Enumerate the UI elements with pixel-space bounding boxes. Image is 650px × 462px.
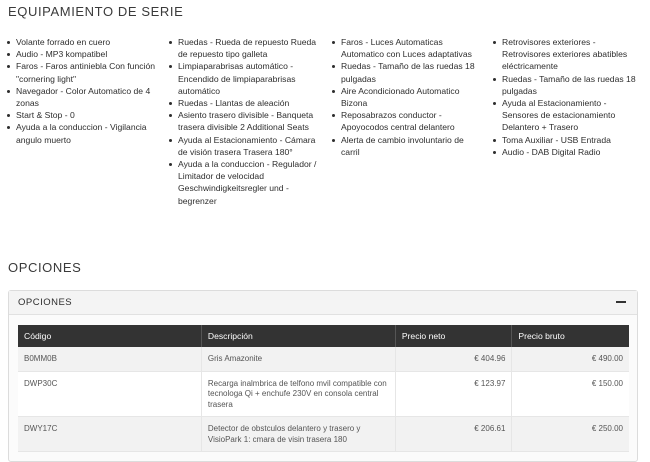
equipment-item: Asiento trasero divisible - Banqueta trasera divisible 2 Additional Seats <box>167 109 317 133</box>
equipment-column-1 <box>5 36 155 146</box>
equipment-item: Toma Auxiliar - USB Entrada <box>491 134 641 146</box>
option-code: DWP30C <box>18 371 201 417</box>
equipment-item: Faros - Luces Automaticas Automatico con Luces adaptativas <box>330 36 480 60</box>
option-code: B0MM0B <box>18 347 201 371</box>
table-row <box>18 417 629 452</box>
option-gross-price: € 250.00 <box>512 417 629 452</box>
equipment-item: Ayuda a la conduccion - Regulador / Limitador de velocidad Geschwindigkeitsregler und -begrenzer <box>167 158 317 207</box>
table-row <box>18 347 629 371</box>
equipment-item: Faros - Faros antiniebla Con función "cornering light" <box>5 60 155 84</box>
equipment-item: Ayuda al Estacionamiento - Sensores de estacionamiento Delantero + Trasero <box>491 97 641 134</box>
standard-equipment-title: EQUIPAMIENTO DE SERIE <box>8 4 184 19</box>
options-section-title: OPCIONES <box>8 260 82 275</box>
equipment-item: Retrovisores exteriores - Retrovisores exteriores abatibles eléctricamente <box>491 36 641 73</box>
options-table <box>18 325 629 452</box>
option-code: DWY17C <box>18 417 201 452</box>
equipment-column-4 <box>491 36 641 158</box>
equipment-item: Limpiaparabrisas automático - Encendido de limpiaparabrisas automático <box>167 60 317 97</box>
equipment-item: Ayuda a la conduccion - Vigilancia angulo muerto <box>5 121 155 145</box>
column-header-net-price: Precio neto <box>395 325 512 347</box>
equipment-item: Start & Stop - 0 <box>5 109 155 121</box>
equipment-item: Ruedas - Rueda de repuesto Rueda de repuesto tipo galleta <box>167 36 317 60</box>
table-row <box>18 371 629 417</box>
equipment-item: Alerta de cambio involuntario de carril <box>330 134 480 158</box>
option-gross-price: € 490.00 <box>512 347 629 371</box>
options-panel <box>8 290 638 462</box>
equipment-column-2 <box>167 36 317 207</box>
equipment-item: Audio - DAB Digital Radio <box>491 146 641 158</box>
option-gross-price: € 150.00 <box>512 371 629 417</box>
options-panel-header[interactable] <box>9 291 637 315</box>
option-net-price: € 206.61 <box>395 417 512 452</box>
column-header-description: Descripción <box>201 325 395 347</box>
equipment-item: Ruedas - Tamaño de las ruedas 18 pulgadas <box>491 73 641 97</box>
options-panel-title: OPCIONES <box>18 297 73 308</box>
equipment-item: Navegador - Color Automatico de 4 zonas <box>5 85 155 109</box>
equipment-item: Aire Acondicionado Automatico Bizona <box>330 85 480 109</box>
options-table-body <box>18 347 629 452</box>
minus-icon[interactable] <box>616 297 626 307</box>
column-header-gross-price: Precio bruto <box>512 325 629 347</box>
table-header-row <box>18 325 629 347</box>
equipment-item: Ruedas - Tamaño de las ruedas 18 pulgadas <box>330 60 480 84</box>
column-header-code: Código <box>18 325 201 347</box>
option-description: Recarga inalmbrica de telfono mvil compatible con tecnologa Qi + enchufe 230V en consola central trasera <box>201 371 395 417</box>
equipment-item: Volante forrado en cuero <box>5 36 155 48</box>
equipment-item: Ruedas - Llantas de aleación <box>167 97 317 109</box>
option-description: Gris Amazonite <box>201 347 395 371</box>
option-description: Detector de obstculos delantero y trasero y VisioPark 1: cmara de visin trasera 180 <box>201 417 395 452</box>
option-net-price: € 404.96 <box>395 347 512 371</box>
option-net-price: € 123.97 <box>395 371 512 417</box>
equipment-item: Reposabrazos conductor - Apoyocodos central delantero <box>330 109 480 133</box>
equipment-column-3 <box>330 36 480 158</box>
equipment-item: Ayuda al Estacionamiento - Cámara de visión trasera Trasera 180° <box>167 134 317 158</box>
equipment-item: Audio - MP3 kompatibel <box>5 48 155 60</box>
